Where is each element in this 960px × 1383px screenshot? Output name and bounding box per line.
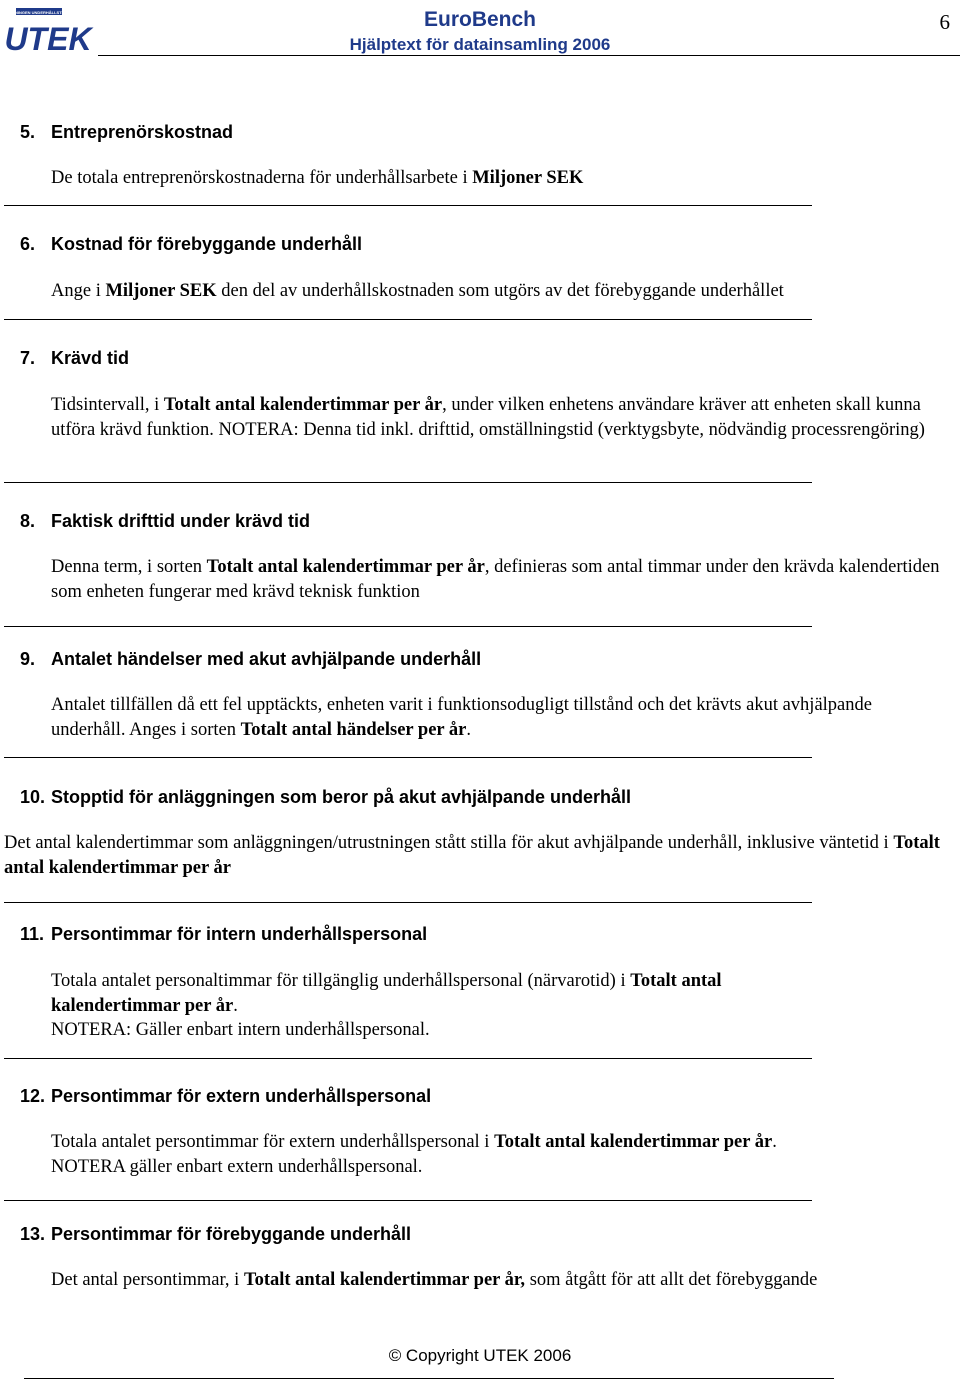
section-divider: [4, 902, 812, 903]
section-body: De totala entreprenörskostnaderna för underhållsarbete i Miljoner SEK: [51, 168, 584, 188]
section-body: Totala antalet persontimmar för extern underhållspersonal i Totalt antal kalendertimmar per år. NOTERA gäller enbart extern underhållspersonal.: [51, 1130, 951, 1179]
section-divider: [4, 1058, 812, 1059]
section-heading: 11. Persontimmar för intern underhållspersonal: [20, 924, 428, 944]
footer-copyright: © Copyright UTEK 2006: [388, 1346, 572, 1365]
section-body: Ange i Miljoner SEK den del av underhållskostnaden som utgörs av det förebyggande underhållet: [51, 281, 784, 301]
section-heading: 7. Krävd tid: [20, 348, 130, 368]
header-divider: [98, 55, 960, 56]
section-divider: [4, 482, 812, 483]
section-divider: [4, 319, 812, 320]
page-number: 6: [939, 10, 950, 34]
section-body: Det antal persontimmar, i Totalt antal kalendertimmar per år, som åtgått för att allt det förebyggande: [51, 1270, 818, 1290]
section-heading: 10. Stopptid för anläggningen som beror på akut avhjälpande underhåll: [20, 787, 632, 807]
logo-wordmark: UTEK: [4, 21, 92, 54]
section-heading: 12. Persontimmar för extern underhållspersonal: [20, 1086, 432, 1106]
document-subtitle: Hjälptext för datainsamling 2006: [349, 35, 611, 54]
section-heading: 9. Antalet händelser med akut avhjälpande underhåll: [20, 649, 482, 669]
section-body: Totala antalet personaltimmar för tillgänglig underhållspersonal (närvarotid) i Totalt antal kalendertimmar per år. NOTERA: Gäller enbart intern underhållspersonal.: [51, 969, 851, 1043]
section-heading: 8. Faktisk drifttid under krävd tid: [20, 511, 311, 531]
section-divider: [4, 1200, 812, 1201]
section-body: Tidsintervall, i Totalt antal kalendertimmar per år, under vilken enhetens användare kräver att enheten skall kunna utföra krävd funktion. NOTERA: Denna tid inkl. drifttid, omställningstid (verktygsbyte, nödvändig processrengöring): [51, 395, 925, 440]
section-divider: [4, 757, 812, 758]
document-title: EuroBench: [423, 8, 536, 31]
section-heading: 5. Entreprenörskostnad: [20, 122, 234, 142]
section-note: NOTERA: Gäller enbart intern underhållspersonal.: [51, 1020, 430, 1040]
section-divider: [4, 626, 812, 627]
section-heading: 6. Kostnad för förebyggande underhåll: [20, 234, 363, 254]
section-heading: 13. Persontimmar för förebyggande underhåll: [20, 1224, 412, 1244]
section-note: NOTERA gäller enbart extern underhållspersonal.: [51, 1156, 423, 1177]
section-body: Antalet tillfällen då ett fel upptäckts, enheten varit i funktionsodugligt tillstånd och det krävts akut avhjälpande underhåll. Anges i sorten Totalt antal händelser per år.: [51, 695, 872, 740]
section-divider: [4, 205, 812, 206]
section-body: Denna term, i sorten Totalt antal kalendertimmar per år, definieras som antal timmar under den krävda kalendertiden som enheten fungerar med krävd teknisk funktion: [51, 557, 940, 602]
footer-divider: [24, 1378, 834, 1379]
logo-subtitle: FÖRENINGEN UNDERHÅLLSTEKNIK: [3, 10, 75, 15]
section-body: Det antal kalendertimmar som anläggningen/utrustningen stått stilla för akut avhjälpande underhåll, inklusive väntetid i Totalt antal kalendertimmar per år: [4, 833, 940, 878]
